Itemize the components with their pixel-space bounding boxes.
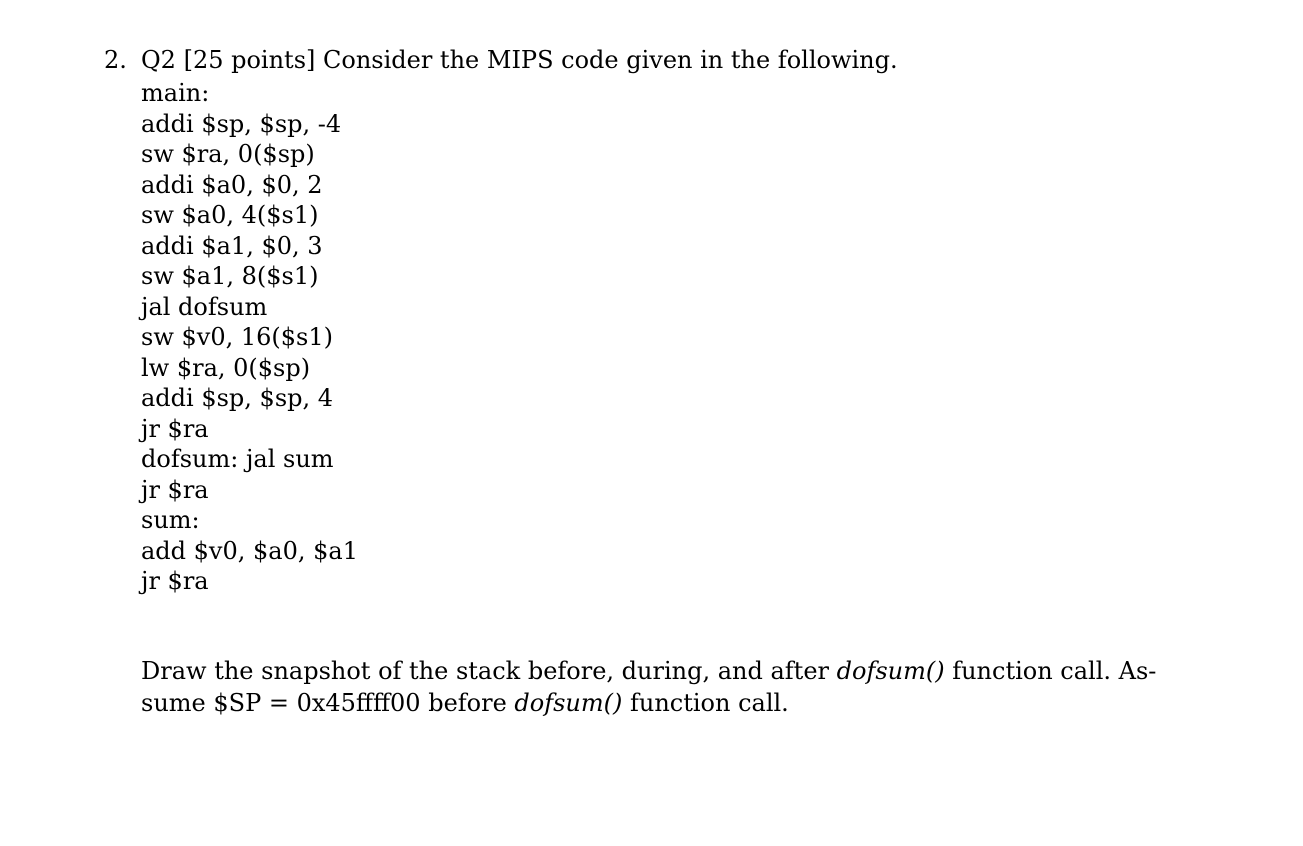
question-header — [104, 44, 1204, 76]
code-line: sum: — [141, 506, 200, 534]
code-line: sw $a1, 8($s1) — [141, 262, 319, 290]
code-line: main: — [141, 79, 210, 107]
prompt-text: function call. — [622, 688, 789, 717]
code-line: sw $ra, 0($sp) — [141, 140, 315, 168]
code-line: jal dofsum — [141, 292, 268, 321]
prompt-line-1 — [141, 655, 1201, 687]
code-line: jr $ra — [141, 475, 209, 504]
function-name: dofsum() — [514, 688, 623, 717]
code-line: addi $a1, $0, 3 — [141, 231, 323, 260]
question-title: Q2 [25 points] Consider the MIPS code given in the following. — [141, 46, 898, 74]
code-line: jr $ra — [141, 567, 209, 595]
question-prompt — [141, 655, 1201, 719]
prompt-text: sume $SP = 0x45ffff00 before — [141, 688, 515, 717]
code-line: sw $a0, 4($s1) — [141, 201, 319, 229]
prompt-text: function call. As- — [944, 656, 1157, 685]
code-line: lw $ra, 0($sp) — [141, 353, 311, 382]
code-line: addi $sp, $sp, -4 — [141, 109, 342, 138]
question-block — [104, 44, 1204, 719]
mips-code-listing — [141, 78, 1204, 597]
prompt-line-2 — [141, 687, 1201, 719]
code-line: dofsum: jal sum — [141, 445, 334, 473]
code-line: sw $v0, 16($s1) — [141, 323, 333, 351]
prompt-text: Draw the snapshot of the stack before, during, and after — [141, 656, 837, 685]
code-line: addi $a0, $0, 2 — [141, 170, 323, 199]
function-name: dofsum() — [836, 656, 945, 685]
code-line: add $v0, $a0, $a1 — [141, 536, 358, 565]
code-line: jr $ra — [141, 414, 209, 443]
code-line: addi $sp, $sp, 4 — [141, 384, 334, 412]
question-number: 2. — [104, 46, 127, 74]
